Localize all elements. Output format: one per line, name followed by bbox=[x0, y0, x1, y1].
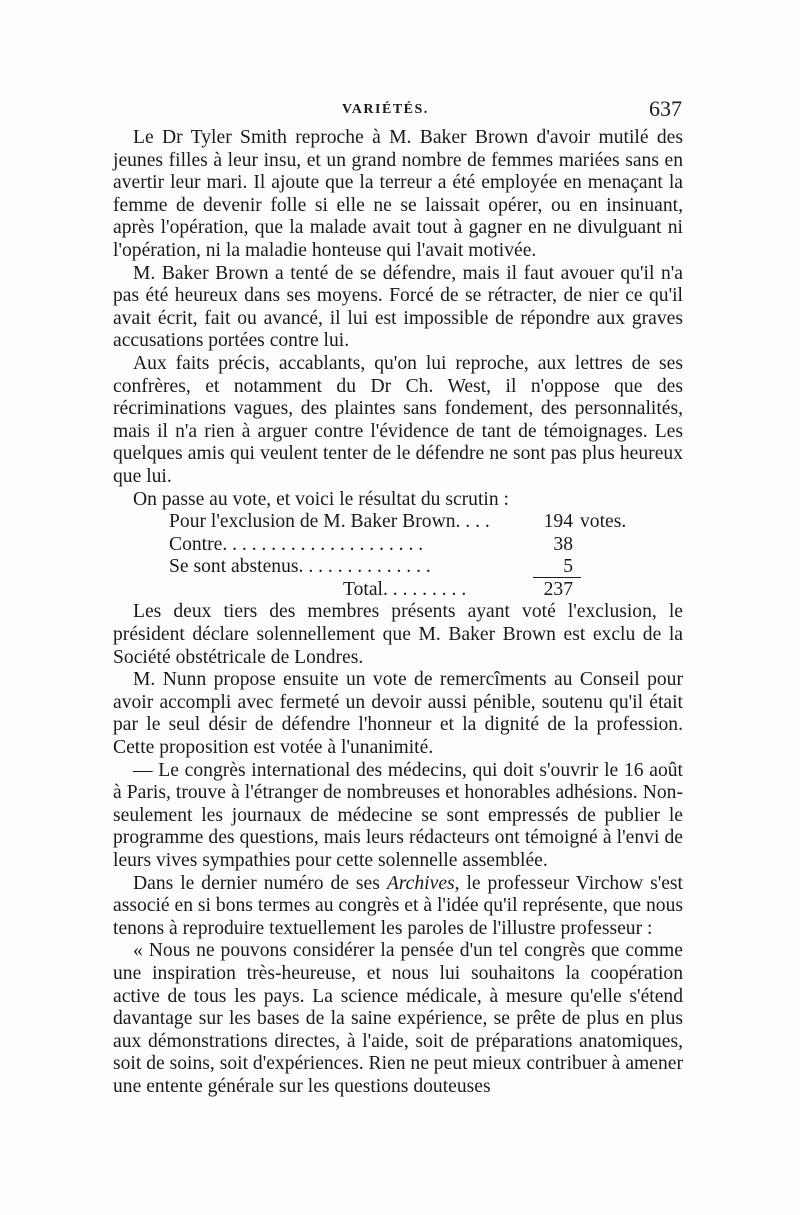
body-text bbox=[113, 127, 683, 1099]
vote-row bbox=[113, 534, 683, 557]
total-label: Total. . . . . . . . . bbox=[343, 578, 467, 600]
vote-label: Pour l'exclusion de M. Baker Brown. . . . bbox=[169, 511, 490, 533]
vote-value: 194 bbox=[543, 511, 573, 533]
vote-label: Se sont abstenus. . . . . . . . . . . . . . bbox=[169, 556, 431, 578]
vote-total-row bbox=[113, 579, 683, 602]
journal-title: Archives bbox=[386, 872, 455, 894]
page-header bbox=[0, 96, 800, 126]
vote-row bbox=[113, 556, 683, 579]
paragraph: M. Nunn propose ensuite un vote de remercîments au Conseil pour avoir accompli avec fermeté un devoir aussi pénible, soutenu qu'il était par le seul désir de défendre l'honneur et la dignité de la profession. Cette proposition est votée à l'unanimité. bbox=[113, 669, 683, 759]
paragraph-text: , le professeur Virchow s'est associé en si bons termes au congrès et à l'idée qu'il représente, que nous tenons à reproduire textuellement les paroles de l'illustre professeur : bbox=[113, 872, 683, 939]
vote-value: 5 bbox=[563, 556, 573, 578]
quotation-paragraph: « Nous ne pouvons considérer la pensée d'un tel congrès que comme une inspiration très-heureuse, et nous lui souhaitons la coopération active de tous les pays. La science médicale, à mesure qu'elle s'étend davantage sur les bases de la saine expérience, se prête de plus en plus aux démonstrations directes, à l'aide, soit de préparations anatomiques, soit de soins, soit d'expériences. Rien ne peut mieux contribuer à amener une entente générale sur les questions douteuses bbox=[113, 940, 683, 1097]
vote-value: 38 bbox=[553, 533, 573, 555]
total-value: 237 bbox=[543, 578, 573, 600]
vote-unit: votes. bbox=[580, 511, 627, 533]
paragraph: M. Baker Brown a tenté de se défendre, mais il faut avouer qu'il n'a pas été heureux dans ses moyens. Forcé de se rétracter, de nier ce qu'il avait écrit, fait ou avancé, il lui est impossible de répondre aux graves accusations portées contre lui. bbox=[113, 262, 683, 352]
paragraph: On passe au vote, et voici le résultat du scrutin : bbox=[133, 488, 509, 510]
paragraph-text: Dans le dernier numéro de ses bbox=[133, 872, 387, 894]
total-rule bbox=[533, 577, 581, 578]
paragraph: — Le congrès international des médecins, qui doit s'ouvrir le 16 août à Paris, trouve à l'étranger de nombreuses et honorables adhésions. Non-seulement les journaux de médecine se sont empressés de publier le programme des questions, mais leurs rédacteurs ont témoigné à l'envi de leurs vives sympathies pour cette solennelle assemblée. bbox=[113, 759, 683, 871]
paragraph: Le Dr Tyler Smith reproche à M. Baker Brown d'avoir mutilé des jeunes filles à leur insu, et un grand nombre de femmes mariées sans en avertir leur mari. Il ajoute que la terreur a été employée en menaçant la femme de devenir folle si elle ne se laissait opérer, ou en insinuant, après l'opération, que la malade avait tout à gagner en ne divulguant ni l'opération, ni la maladie honteuse qui l'avait motivée. bbox=[113, 127, 683, 261]
page-number: 637 bbox=[649, 96, 682, 121]
vote-row bbox=[113, 511, 683, 534]
paragraph bbox=[113, 873, 683, 941]
vote-results-table bbox=[113, 511, 683, 601]
running-head: VARIÉTÉS. bbox=[342, 102, 429, 117]
paragraph: Aux faits précis, accablants, qu'on lui reproche, aux lettres de ses confrères, et notamment du Dr Ch. West, il n'oppose que des récriminations vagues, des plaintes sans fondement, des personnalités, mais il n'a rien à arguer contre l'évidence de tant de témoignages. Les quelques amis qui veulent tenter de le défendre ne sont pas plus heureux que lui. bbox=[113, 352, 683, 487]
vote-label: Contre. . . . . . . . . . . . . . . . . . . . . bbox=[169, 533, 424, 555]
paragraph: Les deux tiers des membres présents ayant voté l'exclusion, le président déclare solennellement que M. Baker Brown est exclu de la Société obstétricale de Londres. bbox=[113, 601, 683, 668]
